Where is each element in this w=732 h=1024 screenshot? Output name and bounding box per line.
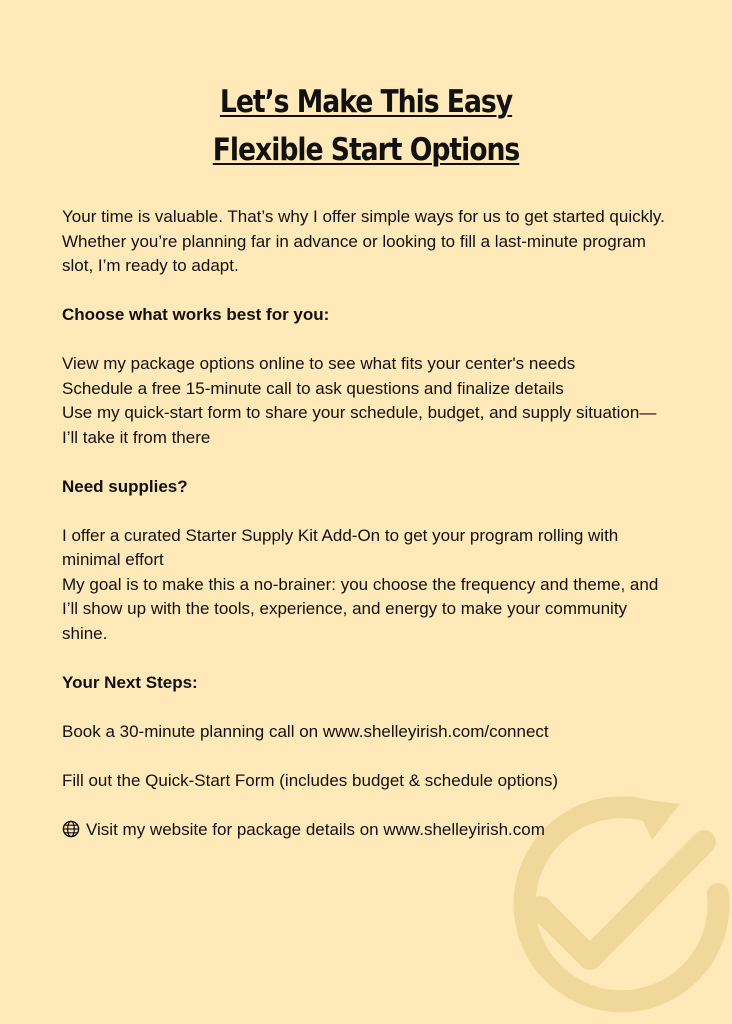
spacer bbox=[62, 646, 672, 671]
next-step-3 bbox=[62, 818, 672, 843]
next-step-3-text: Visit my website for package details on www.shelleyirish.com bbox=[86, 819, 545, 839]
next-steps-heading: Your Next Steps: bbox=[62, 672, 198, 692]
choose-heading: Choose what works best for you: bbox=[62, 305, 330, 324]
choose-item-1: View my package options online to see what fits your center's needs bbox=[62, 354, 576, 373]
next-step-2: Fill out the Quick-Start Form (includes budget & schedule options) bbox=[62, 770, 559, 790]
spacer bbox=[62, 793, 672, 818]
supplies-item-1: I offer a curated Starter Supply Kit Add-On to get your program rolling with minimal effort bbox=[62, 525, 619, 569]
choose-item-2: Schedule a free 15-minute call to ask questions and finalize details bbox=[62, 378, 564, 398]
content-body bbox=[62, 205, 672, 842]
supplies-heading: Need supplies? bbox=[62, 476, 188, 496]
intro-paragraph: Your time is valuable. That’s why I offer simple ways for us to get started quickly. Whether you’re planning far in advance or looking to fill a last-minute program slot, I’m ready to adapt. bbox=[62, 207, 665, 275]
spacer bbox=[62, 279, 672, 304]
globe-icon bbox=[62, 820, 80, 838]
spacer bbox=[62, 744, 672, 769]
next-step-1: Book a 30-minute planning call on www.shelleyirish.com/connect bbox=[62, 721, 549, 741]
title-line-2: Flexible Start Options bbox=[212, 132, 520, 168]
supplies-item-2: My goal is to make this a no-brainer: you choose the frequency and theme, and I’ll show up with the tools, experience, and energy to make your community shine. bbox=[62, 574, 659, 643]
spacer bbox=[62, 328, 672, 353]
spacer bbox=[62, 450, 672, 475]
spacer bbox=[62, 499, 672, 524]
spacer bbox=[62, 695, 672, 720]
choose-item-3: Use my quick-start form to share your schedule, budget, and supply situation—I’ll take it from there bbox=[62, 403, 657, 447]
title-line-1: Let’s Make This Easy bbox=[219, 84, 513, 120]
page-title bbox=[51, 78, 681, 174]
